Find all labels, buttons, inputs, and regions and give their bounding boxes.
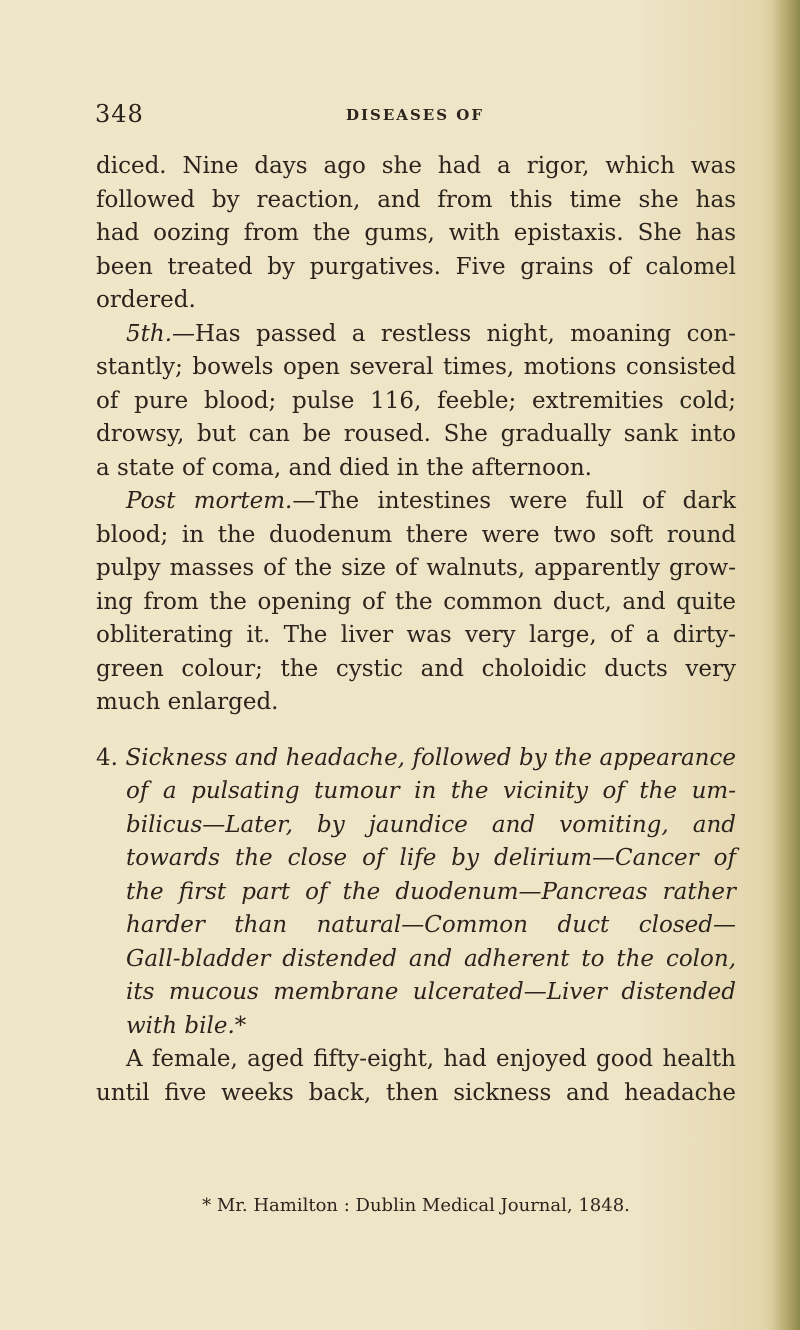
page-header (95, 100, 735, 140)
paragraph-4 (96, 1043, 736, 1110)
text-line: stantly; bowels open several times, motions consisted (96, 354, 736, 380)
text-line: its mucous membrane ulcerated—Liver distended (126, 979, 736, 1005)
page-body (96, 150, 736, 1110)
text-line: harder than natural—Common duct closed— (126, 912, 736, 938)
page-number: 348 (95, 100, 144, 128)
text-line: much enlarged. (96, 689, 279, 715)
text-line: until five weeks back, then sickness and headache (96, 1079, 736, 1106)
text-line: of pure blood; pulse 116, feeble; extremities cold; (96, 387, 736, 414)
day-label: 5th. (126, 320, 172, 347)
text-line: green colour; the cystic and choloidic ducts very (96, 655, 736, 682)
text-line: A female, aged fifty-eight, had enjoyed good health (126, 1046, 736, 1072)
text-line: ordered. (96, 287, 196, 313)
footnote: * Mr. Hamilton : Dublin Medical Journal, 1848. (202, 1195, 630, 1216)
post-mortem-label: Post mortem. (126, 488, 293, 514)
paragraph-1 (96, 150, 736, 318)
text-line: ing from the opening of the common duct, and quite (96, 588, 736, 615)
text-line: towards the close of life by delirium—Cancer of (126, 845, 736, 871)
text-line: 4. Sickness and headache, followed by the appearance (96, 744, 736, 771)
text-line: been treated by purgatives. Five grains of calomel (96, 253, 736, 280)
text-line: Gall-bladder distended and adherent to the colon, (126, 945, 736, 972)
case-number: 4. (96, 744, 118, 771)
paragraph-2 (96, 318, 736, 486)
text-line: followed by reaction, and from this time she has (96, 186, 736, 213)
text-line: a state of coma, and died in the afternoon. (96, 454, 592, 481)
text-line: with bile.* (126, 1012, 247, 1039)
text-line: of a pulsating tumour in the vicinity of the um- (126, 778, 736, 804)
paragraph-3 (96, 485, 736, 720)
text-line: pulpy masses of the size of walnuts, apparently grow- (96, 555, 736, 581)
text-line: diced. Nine days ago she had a rigor, which was (96, 153, 736, 179)
text-line: drowsy, but can be roused. She gradually sank into (96, 421, 736, 447)
running-head: DISEASES OF (346, 106, 484, 124)
page-edge-shadow (772, 0, 800, 1330)
case-heading (96, 742, 736, 1044)
text-line: the first part of the duodenum—Pancreas rather (126, 878, 736, 905)
text-line: 5th.—Has passed a restless night, moaning con- (126, 320, 736, 347)
text-line: had oozing from the gums, with epistaxis. She has (96, 220, 736, 246)
text-line: blood; in the duodenum there were two soft round (96, 521, 736, 548)
text-line: bilicus—Later, by jaundice and vomiting, and (126, 811, 736, 838)
text-line: Post mortem.—The intestines were full of dark (126, 488, 736, 514)
text-line: obliterating it. The liver was very large, of a dirty- (96, 622, 736, 648)
